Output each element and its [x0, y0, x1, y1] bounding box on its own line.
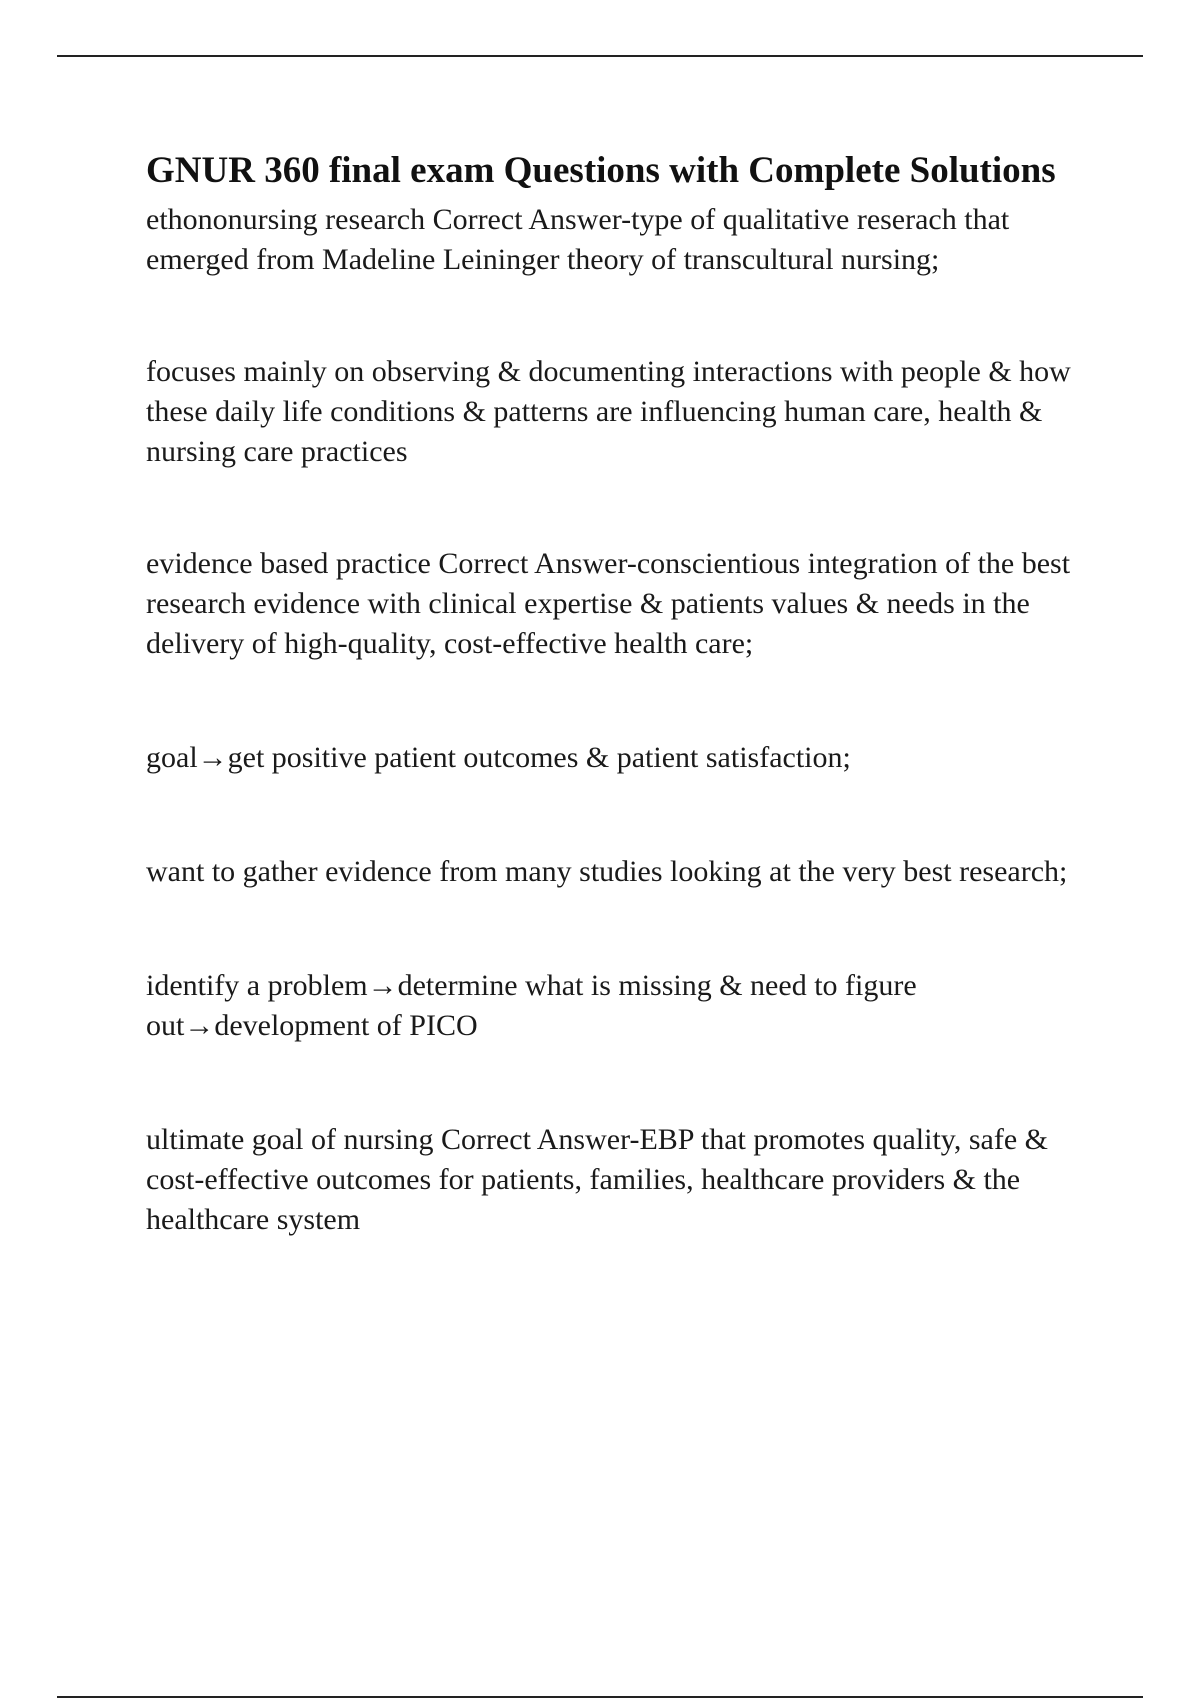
paragraph-ebp-definition: evidence based practice Correct Answer-conscientious integration of the best research evidence with clinical expertise & patients values & needs in the delivery of high-quality, cost-effective health care;	[146, 547, 1071, 660]
paragraph-spacer	[146, 664, 1106, 738]
document-body	[146, 146, 1106, 1240]
paragraph-ethnonursing-definition: ethononursing research Correct Answer-type of qualitative reserach that emerged from Madeline Leininger theory of transcultural nursing;	[146, 203, 1010, 276]
paragraph-ebp-pico: identify a problem→determine what is missing & need to figure out→development of PICO	[146, 969, 917, 1042]
top-divider	[57, 55, 1143, 57]
paragraph-ebp-goal: goal→get positive patient outcomes & patient satisfaction;	[146, 741, 851, 774]
paragraph-spacer	[146, 778, 1106, 852]
paragraph-spacer	[146, 1046, 1106, 1120]
paragraph-spacer	[146, 280, 1106, 352]
bottom-divider	[57, 1696, 1143, 1698]
paragraph-spacer	[146, 892, 1106, 966]
paragraph-spacer	[146, 472, 1106, 544]
paragraph-ultimate-goal: ultimate goal of nursing Correct Answer-EBP that promotes quality, safe & cost-effective outcomes for patients, families, healthcare providers & the healthcare system	[146, 1123, 1048, 1236]
paragraph-ethnonursing-focus: focuses mainly on observing & documenting interactions with people & how these daily life conditions & patterns are influencing human care, health & nursing care practices	[146, 355, 1071, 468]
document-title: GNUR 360 final exam Questions with Complete Solutions	[146, 150, 1056, 191]
paragraph-ebp-gather-evidence: want to gather evidence from many studies looking at the very best research;	[146, 855, 1068, 888]
